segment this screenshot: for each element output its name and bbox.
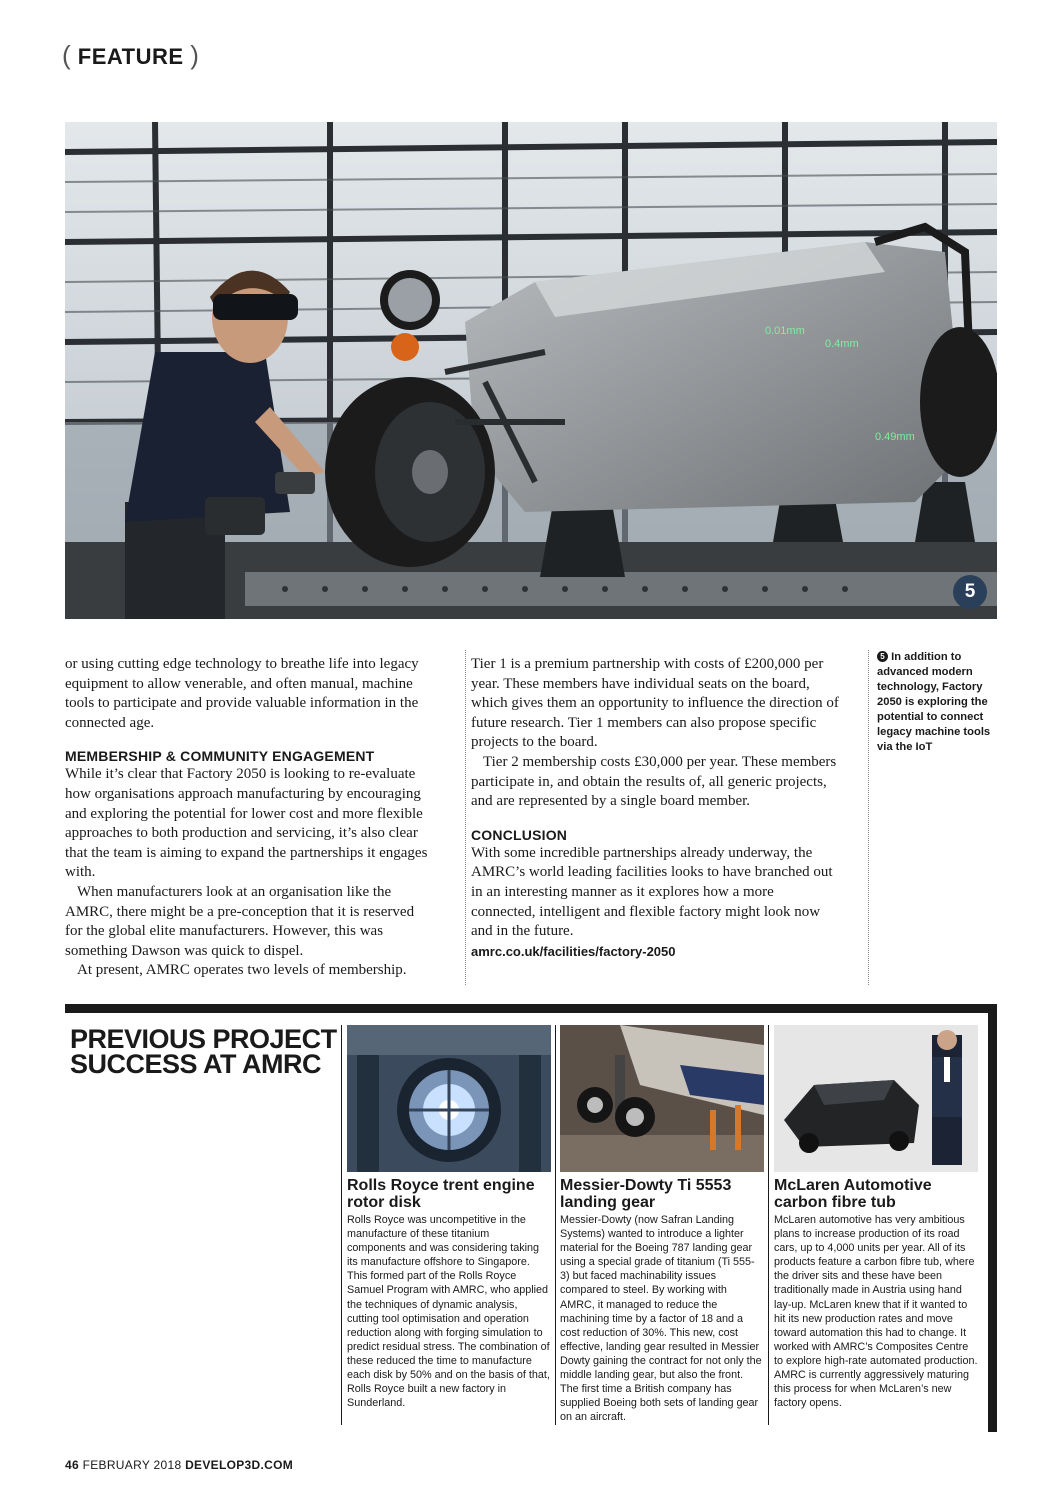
hud-reading-1: 0.01mm — [765, 325, 805, 337]
hud-reading-2: 0.4mm — [825, 338, 859, 350]
col2-paragraph-3: With some incredible partnerships already underway, the AMRC’s world leading facilities looks to have branched out in an interesting manner as it explores how a more connected, intelligent and flexible factory might look now and in the future. — [471, 844, 833, 940]
col2-paragraph-1: Tier 1 is a premium partnership with costs of £200,000 per year. These members have individual seats on the board, which gives them an opportunity to influence the direction of future research. Tier 1 members can also propose specific projects to the board. — [471, 656, 839, 751]
project-body: Messier-Dowty (now Safran Landing Systems) wanted to introduce a lighter material for the Boeing 787 landing gear using a special grade of titanium (Ti 555-3) but faced machinability issues compared to steel. By working with AMRC, it managed to reduce the machining time by a factor of 18 and a cost reduction of 30%. This new, cost effective, landing gear resulted in Messier Dowty gaining the contract for not only the middle landing gear, but also the front. The first time a British company has supplied Boeing both sets of landing gear on an aircraft. — [560, 1214, 762, 1424]
bracket-right: ) — [190, 40, 200, 70]
column-divider-2 — [868, 650, 869, 985]
section-tag-label: FEATURE — [77, 44, 184, 69]
col2-paragraph-2: Tier 2 membership costs £30,000 per year. These members participate in, and obtain the results of, all generic projects, and are represented by a single board member. — [471, 753, 837, 810]
project-title: Rolls Royce trent engine rotor disk — [347, 1177, 535, 1211]
boxout-top-rule — [65, 1004, 997, 1013]
project-title: McLaren Automotive carbon fibre tub — [774, 1177, 932, 1211]
project-image-rotor-disk — [347, 1025, 551, 1172]
issue-date: FEBRUARY 2018 — [82, 1458, 182, 1472]
project-body: Rolls Royce was uncompetitive in the manufacture of these titanium components and was considering taking its manufacture offshore to Singapore. This formed part of the Rolls Royce Samuel Program with AMRC, who applied the techniques of dynamic analysis, cutting tool optimisation and operation reduction along with forging simulation to predict residual stress. The combination of these reduced the time to manufacture each disk by 50% and on the basis of that, Rolls Royce built a new factory in Sunderland. — [347, 1214, 550, 1410]
figure-badge: 5 — [953, 575, 987, 609]
machine-bed — [245, 572, 997, 606]
boxout-divider-2 — [555, 1025, 556, 1425]
col1-paragraph-4: At present, AMRC operates two levels of membership. — [77, 962, 407, 979]
project-image-carbon-tub — [774, 1025, 978, 1172]
wheel-hub — [412, 450, 448, 494]
project-rolls-royce — [347, 1025, 551, 1410]
project-title: Messier-Dowty Ti 5553 landing gear — [560, 1177, 732, 1211]
project-messier-dowty — [560, 1025, 764, 1424]
boxout-right-rule — [988, 1004, 997, 1432]
boxout-divider-1 — [341, 1025, 342, 1425]
col1-paragraph-2: While it’s clear that Factory 2050 is looking to re-evaluate how organisations approach manufacturing by encouraging and exploring the potential for lower cost and more flexible approaches to both production and servicing, it’s also clear that the team is aiming to expand the partnerships it engages with. — [65, 766, 428, 881]
col1-paragraph-3: When manufacturers look at an organisation like the AMRC, there might be a pre-conception that it is reserved for the global elite manufacturers. However, this was something Dawson was quick to dispel. — [65, 883, 415, 959]
boxout-title: PREVIOUS PROJECT SUCCESS AT AMRC — [70, 1024, 337, 1079]
column-divider-1 — [465, 650, 466, 985]
article-column-2 — [471, 655, 841, 961]
heading-conclusion: CONCLUSION — [471, 826, 568, 843]
article-column-1 — [65, 655, 435, 981]
bed-holes — [282, 586, 848, 592]
page-footer — [65, 1458, 293, 1472]
boxout-divider-3 — [768, 1025, 769, 1425]
figure-caption — [877, 650, 1002, 755]
caption-text: In addition to advanced modern technology, Factory 2050 is exploring the potential to connect legacy machine tools via the IoT — [877, 651, 991, 753]
section-tag — [62, 40, 199, 71]
rear-tyre — [920, 327, 997, 477]
col1-paragraph-1: or using cutting edge technology to breathe life into legacy equipment to allow venerable, and often manual, machine tools to participate and provide valuable information in the connected age. — [65, 656, 419, 731]
bracket-left: ( — [62, 40, 72, 70]
hero-illustration — [65, 122, 997, 619]
project-image-landing-gear — [560, 1025, 764, 1172]
project-body: McLaren automotive has very ambitious plans to increase production of its road cars, up to 4,000 units per year. All of its products feature a carbon fibre tub, where the driver sits and these have been traditionally made in Austria using hand lay-up. McLaren knew that if it wanted to hit its new production rates and move toward automation this had to change. It worked with AMRC’s Composites Centre to explore high-rate automated production. AMRC is currently aggressively maturing this process for when McLaren’s new factory opens. — [774, 1214, 978, 1410]
article-url-link[interactable]: amrc.co.uk/facilities/factory-2050 — [471, 943, 676, 959]
project-mclaren — [774, 1025, 978, 1410]
page-number: 46 — [65, 1458, 79, 1472]
caption-number-icon: 5 — [877, 651, 888, 662]
heading-membership: MEMBERSHIP & COMMUNITY ENGAGEMENT — [65, 748, 375, 765]
hud-reading-3: 0.49mm — [875, 431, 915, 443]
hololens-headset — [213, 294, 298, 320]
scanner-tool — [205, 497, 265, 535]
site-name: DEVELOP3D.COM — [185, 1458, 293, 1472]
indicator-lamp — [391, 333, 419, 361]
hero-photo — [65, 122, 997, 619]
